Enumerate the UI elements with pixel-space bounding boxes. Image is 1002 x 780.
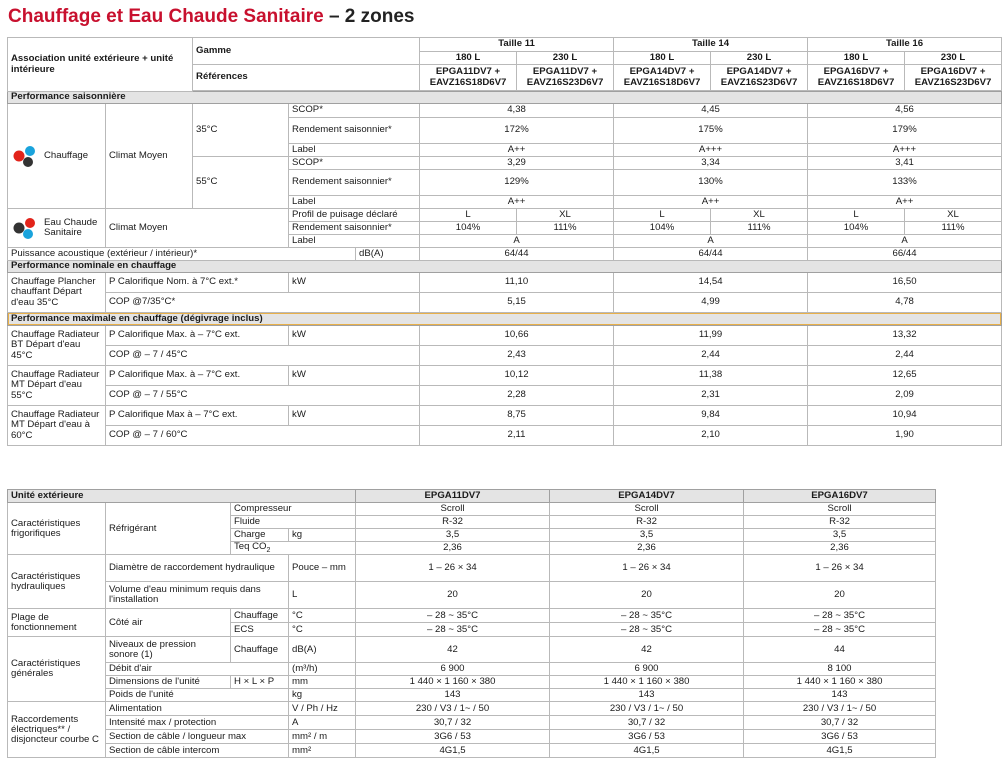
value-cell: – 28 ~ 35°C (356, 609, 550, 623)
value-cell: 30,7 / 32 (550, 716, 744, 730)
value-cell: 104% (808, 222, 905, 235)
vol-label: Volume d'eau minimum requis dans l'installation (106, 582, 289, 609)
unit-cell: mm² / m (289, 730, 356, 744)
unit-cell: kW (289, 326, 420, 346)
value-cell: 3,5 (550, 529, 744, 542)
size-header: Taille 14 (614, 38, 808, 52)
teq-label: Teq $CO_2$ (231, 542, 356, 555)
value-cell: 3,29 (420, 157, 614, 170)
unit-cell: dB(A) (356, 248, 420, 261)
value-cell: Scroll (356, 503, 550, 516)
value-cell: 10,12 (420, 366, 614, 386)
value-cell: A (614, 235, 808, 248)
dim-label: Dimensions de l'unité (106, 676, 231, 689)
value-cell: 11,10 (420, 273, 614, 293)
value-cell: 3G6 / 53 (550, 730, 744, 744)
unit-cell: mm (289, 676, 356, 689)
reference-cell: EPGA14DV7 + EAVZ16S23D6V7 (711, 65, 808, 91)
value-cell: 104% (420, 222, 517, 235)
value-cell: A++ (808, 196, 1002, 209)
value-cell: 1 440 × 1 160 × 380 (356, 676, 550, 689)
capacity-header: 230 L (517, 52, 614, 65)
value-cell: 1 440 × 1 160 × 380 (550, 676, 744, 689)
reference-cell: EPGA16DV7 + EAVZ16S18D6V7 (808, 65, 905, 91)
value-cell: 2,36 (550, 542, 744, 555)
elec-name: Raccordements électriques** / disjoncteur courbe C (8, 702, 106, 758)
section-maximale: Performance maximale en chauffage (dégivrage inclus) (8, 313, 1002, 326)
value-cell: 6 900 (356, 663, 550, 676)
value-cell: 172% (420, 118, 614, 144)
value-cell: 4G1,5 (356, 744, 550, 758)
value-cell: 111% (905, 222, 1002, 235)
value-cell: 230 / V3 / 1~ / 50 (550, 702, 744, 716)
value-cell: 1 440 × 1 160 × 380 (744, 676, 936, 689)
hydro-name: Caractéristiques hydrauliques (8, 555, 106, 609)
assoc-header: Association unité extérieure + unité intérieure (8, 38, 193, 92)
value-cell: 3,41 (808, 157, 1002, 170)
alim-label: Alimentation (106, 702, 289, 716)
value-cell: 30,7 / 32 (744, 716, 936, 730)
value-cell: 1 – 26 × 34 (356, 555, 550, 582)
gen-name: Caractéristiques générales (8, 637, 106, 702)
value-cell: – 28 ~ 35°C (550, 623, 744, 637)
value-cell: 12,65 (808, 366, 1002, 386)
value-cell: L (420, 209, 517, 222)
unit-cell: kg (289, 689, 356, 702)
hot-water-icon (11, 214, 39, 242)
value-cell: 2,09 (808, 386, 1002, 406)
frigo-name: Caractéristiques frigorifiques (8, 503, 106, 555)
value-cell: 2,11 (420, 426, 614, 446)
value-cell: L (808, 209, 905, 222)
value-cell: – 28 ~ 35°C (550, 609, 744, 623)
ecs-label: Eau Chaude Sanitaire (44, 216, 98, 238)
value-cell: R-32 (356, 516, 550, 529)
p-label: P Calorifique Max. à – 7°C ext. (106, 326, 289, 346)
heating-icon (11, 142, 39, 170)
value-cell: A (808, 235, 1002, 248)
value-cell: 3,5 (356, 529, 550, 542)
unit-cell: kW (289, 366, 420, 386)
value-cell: 179% (808, 118, 1002, 144)
outdoor-unit-table (7, 489, 936, 758)
value-cell: 1,90 (808, 426, 1002, 446)
value-cell: L (614, 209, 711, 222)
value-cell: 3G6 / 53 (744, 730, 936, 744)
value-cell: 4G1,5 (550, 744, 744, 758)
cop-label: COP @ – 7 / 45°C (106, 346, 420, 366)
value-cell: – 28 ~ 35°C (356, 623, 550, 637)
value-cell: 8,75 (420, 406, 614, 426)
value-cell: 30,7 / 32 (356, 716, 550, 730)
ecs-label: ECS (231, 623, 289, 637)
value-cell: – 28 ~ 35°C (744, 609, 936, 623)
intercom-label: Section de câble intercom (106, 744, 289, 758)
value-cell: 8 100 (744, 663, 936, 676)
value-cell: R-32 (550, 516, 744, 529)
temp-35-cell: 35°C (193, 104, 289, 157)
unit-cell: kg (289, 529, 356, 542)
value-cell: 2,31 (614, 386, 808, 406)
value-cell: 20 (550, 582, 744, 609)
chauffage-label: Chauffage (44, 149, 89, 161)
references-header: Références (193, 65, 420, 91)
max-group-name: Chauffage Radiateur MT Départ d'eau à 60°C (8, 406, 106, 446)
unit-cell: mm² (289, 744, 356, 758)
size-header: Taille 16 (808, 38, 1002, 52)
value-cell: 11,99 (614, 326, 808, 346)
capacity-header: 180 L (420, 52, 517, 65)
value-cell: A+++ (808, 144, 1002, 157)
reference-cell: EPGA14DV7 + EAVZ16S18D6V7 (614, 65, 711, 91)
charge-label: Charge (231, 529, 289, 542)
value-cell: 4G1,5 (744, 744, 936, 758)
value-cell: A++ (614, 196, 808, 209)
page-title: Chauffage et Eau Chaude Sanitaire – 2 zones (8, 6, 415, 27)
reference-cell: EPGA11DV7 + EAVZ16S23D6V7 (517, 65, 614, 91)
model-header: EPGA11DV7 (356, 490, 550, 503)
value-cell: XL (711, 209, 808, 222)
value-cell: 175% (614, 118, 808, 144)
value-cell: 3,5 (744, 529, 936, 542)
size-header: Taille 11 (420, 38, 614, 52)
capacity-header: 230 L (711, 52, 808, 65)
value-cell: 16,50 (808, 273, 1002, 293)
value-cell: 11,38 (614, 366, 808, 386)
value-cell: 4,56 (808, 104, 1002, 118)
value-cell: – 28 ~ 35°C (744, 623, 936, 637)
model-header: EPGA14DV7 (550, 490, 744, 503)
value-cell: 10,94 (808, 406, 1002, 426)
chauffage-cell (8, 104, 106, 209)
value-cell: 64/44 (614, 248, 808, 261)
p-label: P Calorifique Max à – 7°C ext. (106, 406, 289, 426)
value-cell: R-32 (744, 516, 936, 529)
value-cell: A+++ (614, 144, 808, 157)
value-cell: 10,66 (420, 326, 614, 346)
rendement-label: Rendement saisonnier* (289, 170, 420, 196)
profil-label: Profil de puisage déclaré (289, 209, 420, 222)
value-cell: A (420, 235, 614, 248)
value-cell: Scroll (744, 503, 936, 516)
value-cell: 9,84 (614, 406, 808, 426)
value-cell: A++ (420, 144, 614, 157)
intens-label: Intensité max / protection (106, 716, 289, 730)
p-label: P Calorifique Nom. à 7°C ext.* (106, 273, 289, 293)
unit-cell: kW (289, 406, 420, 426)
capacity-header: 180 L (808, 52, 905, 65)
value-cell: 4,99 (614, 293, 808, 313)
compresseur-label: Compresseur (231, 503, 356, 516)
value-cell: 6 900 (550, 663, 744, 676)
value-cell: 230 / V3 / 1~ / 50 (744, 702, 936, 716)
value-cell: 1 – 26 × 34 (744, 555, 936, 582)
niveaux-label: Niveaux de pression sonore (1) (106, 637, 231, 663)
value-cell: 129% (420, 170, 614, 196)
section-seasonal: Performance saisonnière (8, 92, 1002, 104)
value-cell: 2,44 (614, 346, 808, 366)
unit-cell: kW (289, 273, 420, 293)
value-cell: 104% (614, 222, 711, 235)
value-cell: 111% (517, 222, 614, 235)
unit-cell: dB(A) (289, 637, 356, 663)
value-cell: 42 (550, 637, 744, 663)
unit-cell: (m³/h) (289, 663, 356, 676)
value-cell: 2,28 (420, 386, 614, 406)
value-cell: 20 (356, 582, 550, 609)
section-nominal: Performance nominale en chauffage (8, 261, 1002, 273)
value-cell: 143 (356, 689, 550, 702)
dim-sub-label: H × L × P (231, 676, 289, 689)
value-cell: 4,45 (614, 104, 808, 118)
value-cell: A++ (420, 196, 614, 209)
value-cell: 4,78 (808, 293, 1002, 313)
climat-cell: Climat Moyen (106, 104, 193, 209)
value-cell: 2,36 (356, 542, 550, 555)
plage-name: Plage de fonctionnement (8, 609, 106, 637)
fluide-label: Fluide (231, 516, 356, 529)
capacity-header: 180 L (614, 52, 711, 65)
label-label: Label (289, 144, 420, 157)
value-cell: 42 (356, 637, 550, 663)
cop-label: COP @7/35°C* (106, 293, 420, 313)
diam-label: Diamètre de raccordement hydraulique (106, 555, 289, 582)
label-ecs-label: Label (289, 235, 420, 248)
performance-table (7, 37, 1002, 446)
value-cell: 13,32 (808, 326, 1002, 346)
value-cell: 66/44 (808, 248, 1002, 261)
section-outdoor: Unité extérieure (8, 490, 356, 503)
chauffage-label: Chauffage (231, 637, 289, 663)
max-group-name: Chauffage Radiateur MT Départ d'eau 55°C (8, 366, 106, 406)
value-cell: XL (905, 209, 1002, 222)
max-group-name: Chauffage Radiateur BT Départ d'eau 45°C (8, 326, 106, 366)
reference-cell: EPGA16DV7 + EAVZ16S23D6V7 (905, 65, 1002, 91)
rendement-label: Rendement saisonnier* (289, 118, 420, 144)
value-cell: Scroll (550, 503, 744, 516)
nominal-name: Chauffage Plancher chauffant Départ d'eau 35°C (8, 273, 106, 313)
refrigerant-label: Réfrigérant (106, 503, 231, 555)
rendement-ecs-label: Rendement saisonnier* (289, 222, 420, 235)
unit-cell: V / Ph / Hz (289, 702, 356, 716)
value-cell: 230 / V3 / 1~ / 50 (356, 702, 550, 716)
value-cell: 143 (550, 689, 744, 702)
value-cell: 2,36 (744, 542, 936, 555)
debit-label: Débit d'air (106, 663, 289, 676)
capacity-header: 230 L (905, 52, 1002, 65)
gamme-header: Gamme (193, 38, 420, 65)
acoustic-label: Puissance acoustique (extérieur / intérieur)* (8, 248, 356, 261)
unit-cell: L (289, 582, 356, 609)
value-cell: 14,54 (614, 273, 808, 293)
value-cell: 133% (808, 170, 1002, 196)
value-cell: XL (517, 209, 614, 222)
scop-label: SCOP* (289, 157, 420, 170)
label-label: Label (289, 196, 420, 209)
value-cell: 130% (614, 170, 808, 196)
value-cell: 5,15 (420, 293, 614, 313)
value-cell: 2,44 (808, 346, 1002, 366)
scop-label: SCOP* (289, 104, 420, 118)
p-label: P Calorifique Max. à – 7°C ext. (106, 366, 289, 386)
unit-cell: °C (289, 609, 356, 623)
value-cell: 44 (744, 637, 936, 663)
value-cell: 111% (711, 222, 808, 235)
value-cell: 2,43 (420, 346, 614, 366)
unit-cell: °C (289, 623, 356, 637)
value-cell: 2,10 (614, 426, 808, 446)
cop-label: COP @ – 7 / 60°C (106, 426, 420, 446)
value-cell: 20 (744, 582, 936, 609)
cote-air-label: Côté air (106, 609, 231, 637)
value-cell: 4,38 (420, 104, 614, 118)
model-header: EPGA16DV7 (744, 490, 936, 503)
chauffage-label: Chauffage (231, 609, 289, 623)
value-cell: 64/44 (420, 248, 614, 261)
ecs-cell (8, 209, 106, 248)
climat-ecs-cell: Climat Moyen (106, 209, 289, 248)
value-cell: 1 – 26 × 34 (550, 555, 744, 582)
value-cell: 3G6 / 53 (356, 730, 550, 744)
reference-cell: EPGA11DV7 + EAVZ16S18D6V7 (420, 65, 517, 91)
unit-cell: Pouce – mm (289, 555, 356, 582)
cop-label: COP @ – 7 / 55°C (106, 386, 420, 406)
poids-label: Poids de l'unité (106, 689, 289, 702)
unit-cell: A (289, 716, 356, 730)
value-cell: 3,34 (614, 157, 808, 170)
section-cable-label: Section de câble / longueur max (106, 730, 289, 744)
value-cell: 143 (744, 689, 936, 702)
temp-55-cell: 55°C (193, 157, 289, 209)
